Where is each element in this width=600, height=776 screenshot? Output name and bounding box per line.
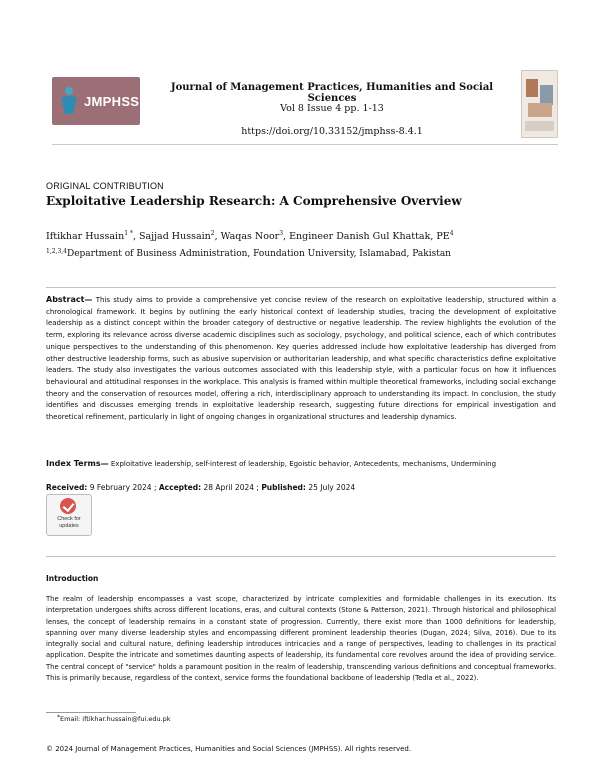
author-sup: 3 xyxy=(279,230,284,237)
copyright-notice: © 2024 Journal of Management Practices, Humanities and Social Sciences (JMPHSS). All rights reserved. xyxy=(46,745,412,753)
author-list: Iftikhar Hussain$^{1 *}$, Sajjad Hussain$^2$, Waqas Noor$^3$, Engineer Danish Gul Khattak, $PE^4$ xyxy=(46,230,454,242)
published-date: 25 July 2024 xyxy=(308,483,356,492)
author-name: Sajjad Hussain xyxy=(138,231,211,242)
article-type: ORIGINAL CONTRIBUTION xyxy=(46,181,164,191)
check-for-updates-button[interactable] xyxy=(46,494,92,536)
index-terms-text: Exploitative leadership, self-interest of leadership, Egoistic behavior, Antecedents, mechanisms, Undermining xyxy=(110,460,497,468)
abstract-top-divider xyxy=(46,287,556,288)
footnote-divider xyxy=(46,712,136,713)
received-label: Received: xyxy=(46,483,88,492)
crossmark-line1: Check for xyxy=(57,516,81,522)
article-dates: Received: 9 February 2024 ; Accepted: 28 April 2024 ; Published: 25 July 2024 xyxy=(46,483,356,492)
author-sup: 1 * xyxy=(124,230,133,237)
footnote xyxy=(57,715,171,723)
accepted-label: Accepted: xyxy=(158,483,202,492)
header-divider xyxy=(52,144,558,145)
author-sup: 2 xyxy=(210,230,215,237)
volume-issue: Vol 8 Issue 4 pp. 1-13 xyxy=(280,103,384,114)
introduction-text: The realm of leadership encompasses a vast scope, characterized by intricate complexities and formidable challenges in its execution. Its interpretation undergoes shifts across different locations, eras, and cultural contexts (Stone & Patterson, 2021). Through historical and philosophical lenses, the concept of leadership remains in a constant state of progression. Currently, there exist more than 1000 definitions for leadership, spanning over many diverse leadership styles and encompassing different prominent leadership theories (Dugan, 2024; Silva, 2016). Due to its integrally social and cultural nature, defining leadership introduces intricacies and a range of perspectives, leading to challenges in its practical application. Despite the intricate and sometimes daunting aspects of leadership, its fundamental core revolves around the idea of providing service. The central concept of "service" holds a paramount position in the realm of leadership, transcending various definitions and conceptual frameworks. This is primarily because, regardless of the context, service forms the foundational backbone of leadership (Tedla et al., 2022). xyxy=(46,595,556,683)
index-terms xyxy=(46,459,556,468)
footnote-sup: * xyxy=(57,714,60,721)
author-name: Engineer Danish Gul Khattak, PE xyxy=(289,231,450,242)
journal-logo xyxy=(52,77,140,125)
doi-link[interactable]: https://doi.org/10.33152/jmphss-8.4.1 xyxy=(241,126,423,137)
introduction-heading: Introduction xyxy=(46,574,99,583)
abstract xyxy=(46,294,556,424)
logo-figure-icon xyxy=(58,86,80,116)
author-name: Waqas Noor xyxy=(220,231,280,242)
crossmark-label xyxy=(47,516,91,530)
author-name: Iftikhar Hussain xyxy=(46,231,125,242)
journal-title: Journal of Management Practices, Humanities and Social Sciences xyxy=(170,82,494,104)
received-date: 9 February 2024 xyxy=(89,483,152,492)
abstract-text: This study aims to provide a comprehensive yet concise review of the research on exploitative leadership, structured within a chronological framework. It begins by outlining the early historical context of leadership studies, tracing the development of exploitative leadership as a distinct concept within the broader category of destructive or negative leadership. The review highlights the evolution of the term, exploring its relevance across diverse academic disciplines such as sociology, psychology, and political science, each of which contributes unique perspectives to the understanding of this phenomenon. Key queries addressed include how exploitative leadership has diverged from other destructive leadership forms, such as abusive supervision or authoritarian leadership, and what specific characteristics define exploitative leaders. The study also investigates the various outcomes associated with this leadership style, with a particular focus on how it influences behavioural and attitudinal responses in the workplace. This analysis is framed within multiple theoretical frameworks, including social exchange theory and the conservation of resources model, offering a rich, interdisciplinary approach to understanding its impact. In conclusion, the study identifies and discusses emerging trends in exploitative leadership research, suggesting future directions for empirical investigation and theoretical refinement, particularly in light of ongoing changes in organizational structures and leadership dynamics. xyxy=(46,296,556,422)
abstract-label: Abstract— xyxy=(46,295,93,304)
published-label: Published: xyxy=(261,483,306,492)
logo-text: JMPHSS xyxy=(84,94,140,109)
affiliation xyxy=(46,249,451,259)
crossmark-icon xyxy=(60,498,76,514)
journal-cover-image xyxy=(521,70,558,138)
cover-art-icon xyxy=(522,71,557,137)
affiliation-sup: 1,2,3,4 xyxy=(46,248,67,255)
body-top-divider xyxy=(46,556,556,557)
crossmark-line2: updates xyxy=(59,523,79,529)
footnote-email[interactable]: Email: iftikhar.hussain@fui.edu.pk xyxy=(60,715,171,723)
accepted-date: 28 April 2024 xyxy=(203,483,255,492)
paper-title: Exploitative Leadership Research: A Comprehensive Overview xyxy=(46,194,462,208)
author-sup: 4 xyxy=(449,230,454,237)
affiliation-text: Department of Business Administration, Foundation University, Islamabad, Pakistan xyxy=(67,249,451,259)
index-terms-label: Index Terms— xyxy=(46,459,109,468)
